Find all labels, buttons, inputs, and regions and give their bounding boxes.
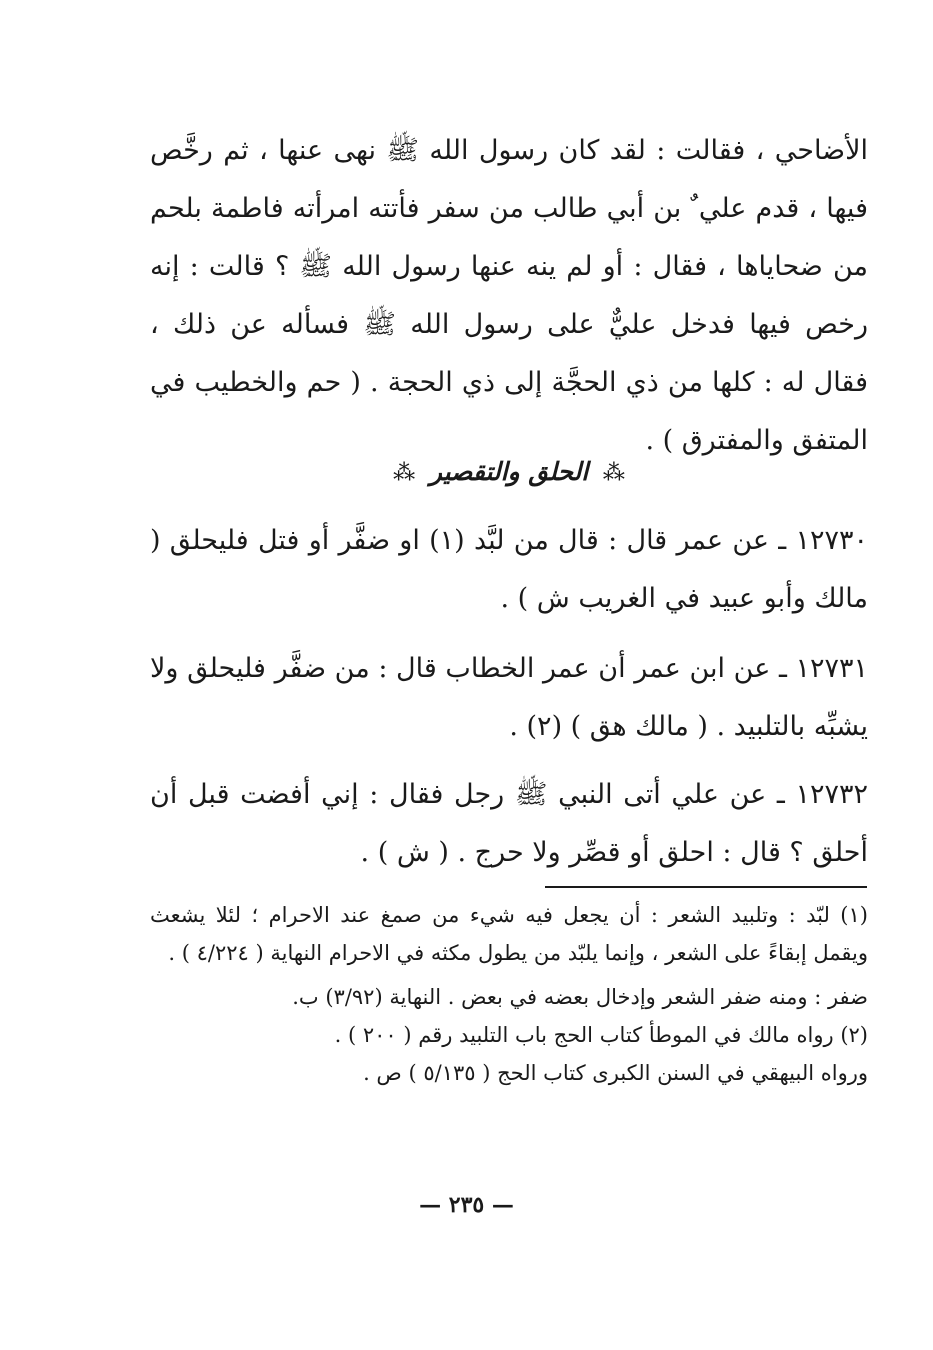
footnote-divider <box>545 886 867 888</box>
footnote-2: (٢) رواه مالك في الموطأ كتاب الحج باب التلبيد رقم ( ٢٠٠ ) . <box>334 1023 868 1047</box>
page-number: — ٢٣٥ — <box>419 1192 514 1218</box>
hadith-text: ١٢٧٣٠ ـ عن عمر قال : قال من لبَّد (١) او ضفَّر أو فتل فليحلق ( مالك وأبو عبيد في الغريب ش ) . <box>150 525 868 614</box>
footnote-1-continued: ضفر : ومنه ضفر الشعر وإدخال بعضه في بعض . النهاية (٣/٩٢) ب. <box>292 985 868 1009</box>
intro-paragraph <box>150 122 868 470</box>
hadith-12732 <box>150 766 868 882</box>
ornament-right-icon: ⁂ <box>393 461 416 486</box>
hadith-12730 <box>150 512 868 628</box>
hadith-text: ١٢٧٣٢ ـ عن علي أتى النبي ﷺ رجل فقال : إني أفضت قبل أن أحلق ؟ قال : احلق أو قصِّر ولا حرج . ( ش ) . <box>150 779 868 868</box>
section-heading <box>150 452 868 494</box>
ornament-left-icon: ⁂ <box>602 461 625 486</box>
hadith-text: ١٢٧٣١ ـ عن ابن عمر أن عمر الخطاب قال : من ضفَّر فليحلق ولا يشبِّه بالتلبيد . ( مالك هق ) (٢) . <box>150 653 868 742</box>
hadith-12731 <box>150 640 868 756</box>
footnotes <box>150 896 868 1092</box>
section-title: الحلق والتقصير <box>429 457 589 486</box>
footnote-1: (١) لبّد : وتلبيد الشعر : أن يجعل فيه شيء من صمغ عند الاحرام ؛ لئلا يشعث ويقمل إبقاءً على الشعر ، وإنما يلبّد من يطول مكثه في الاحرام النهاية ( ٤/٢٢٤ ) . <box>150 903 868 965</box>
footnote-2-continued: ورواه البيهقي في السنن الكبرى كتاب الحج ( ٥/١٣٥ ) ص . <box>363 1061 868 1085</box>
intro-text: الأضاحي ، فقالت : لقد كان رسول الله ﷺ نهى عنها ، ثم رخَّص فيها ، قدم علي ٌ بن أبي طالب من سفر فأتته امرأته فاطمة بلحم من ضحاياها ، فقال : أو لم ينه عنها رسول الله ﷺ ؟ قالت : إنه رخص فيها فدخل عليٌّ على رسول الله ﷺ فسأله عن ذلك ، فقال له : كلها من ذي الحجَّة إلى ذي الحجة . ( حم والخطيب في المتفق والمفترق ) . <box>150 135 868 456</box>
